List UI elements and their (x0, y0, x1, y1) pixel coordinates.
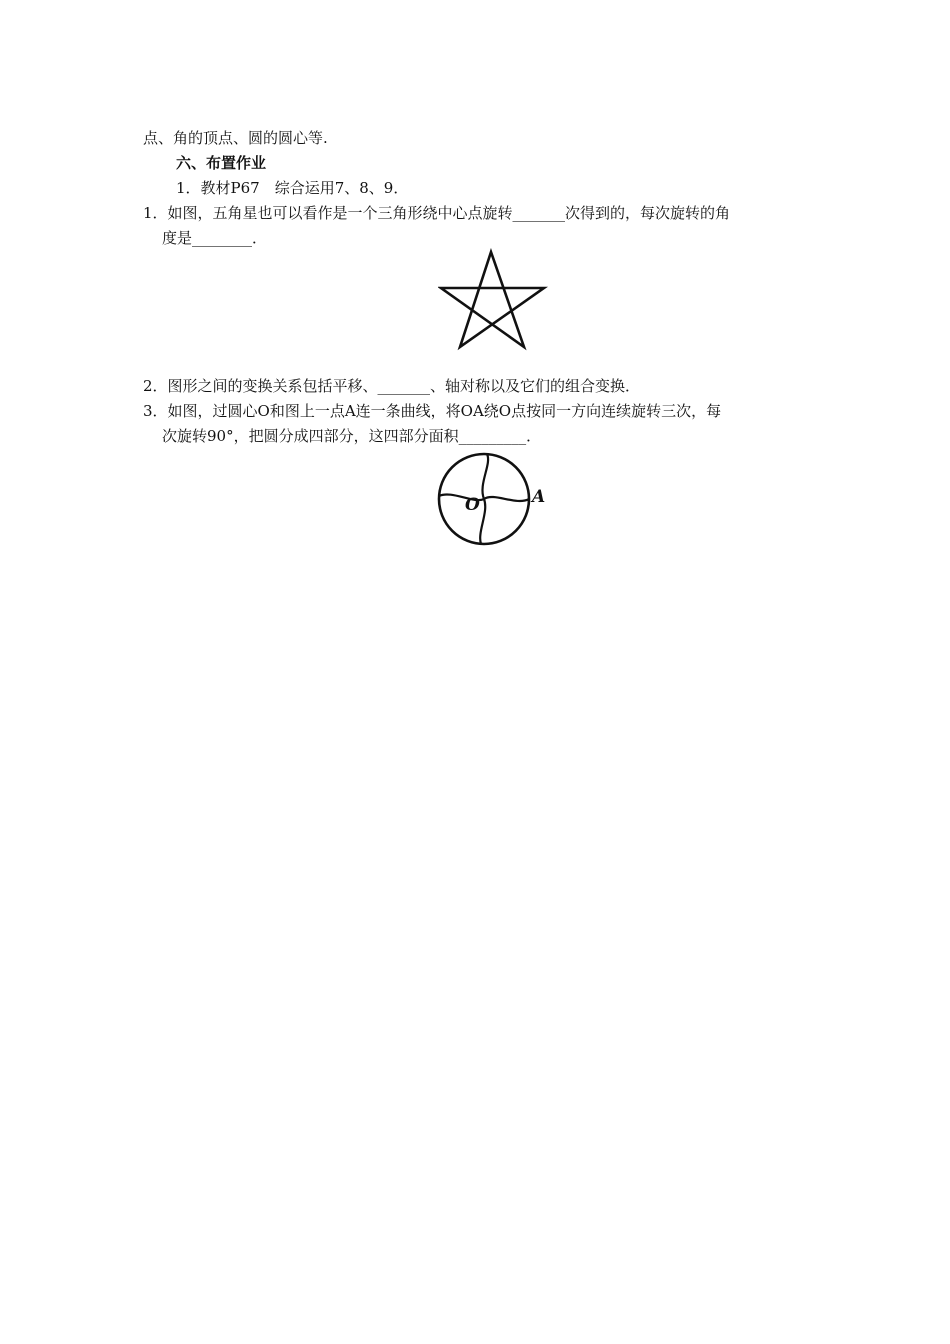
section-heading: 六、布置作业 (176, 154, 267, 172)
star-figure (438, 248, 548, 352)
question-1-line-2: 度是________． (162, 229, 268, 247)
question-2: 2．图形之间的变换关系包括平移、_______、轴对称以及它们的组合变换． (143, 377, 641, 395)
question-3-line-2: 次旋转90°，把圆分成四部分，这四部分面积_________． (162, 427, 542, 445)
curve-up (482, 454, 488, 499)
curve-down (480, 499, 485, 544)
circle-figure (434, 450, 554, 550)
label-a: A (532, 487, 546, 507)
question-3-line-1: 3．如图，过圆心O和图上一点A连一条曲线，将OA绕O点按同一方向连续旋转三次，每 (143, 402, 722, 420)
homework-item: 1．教材P67 综合运用7、8、9． (176, 179, 409, 197)
pentagram-shape (441, 252, 544, 347)
label-o: O (465, 495, 480, 515)
text-line-intro: 点、角的顶点、圆的圆心等. (143, 129, 328, 147)
curve-right (484, 497, 529, 501)
question-1-line-1: 1．如图，五角星也可以看作是一个三角形绕中心点旋转_______次得到的，每次旋转的角 (143, 204, 731, 222)
